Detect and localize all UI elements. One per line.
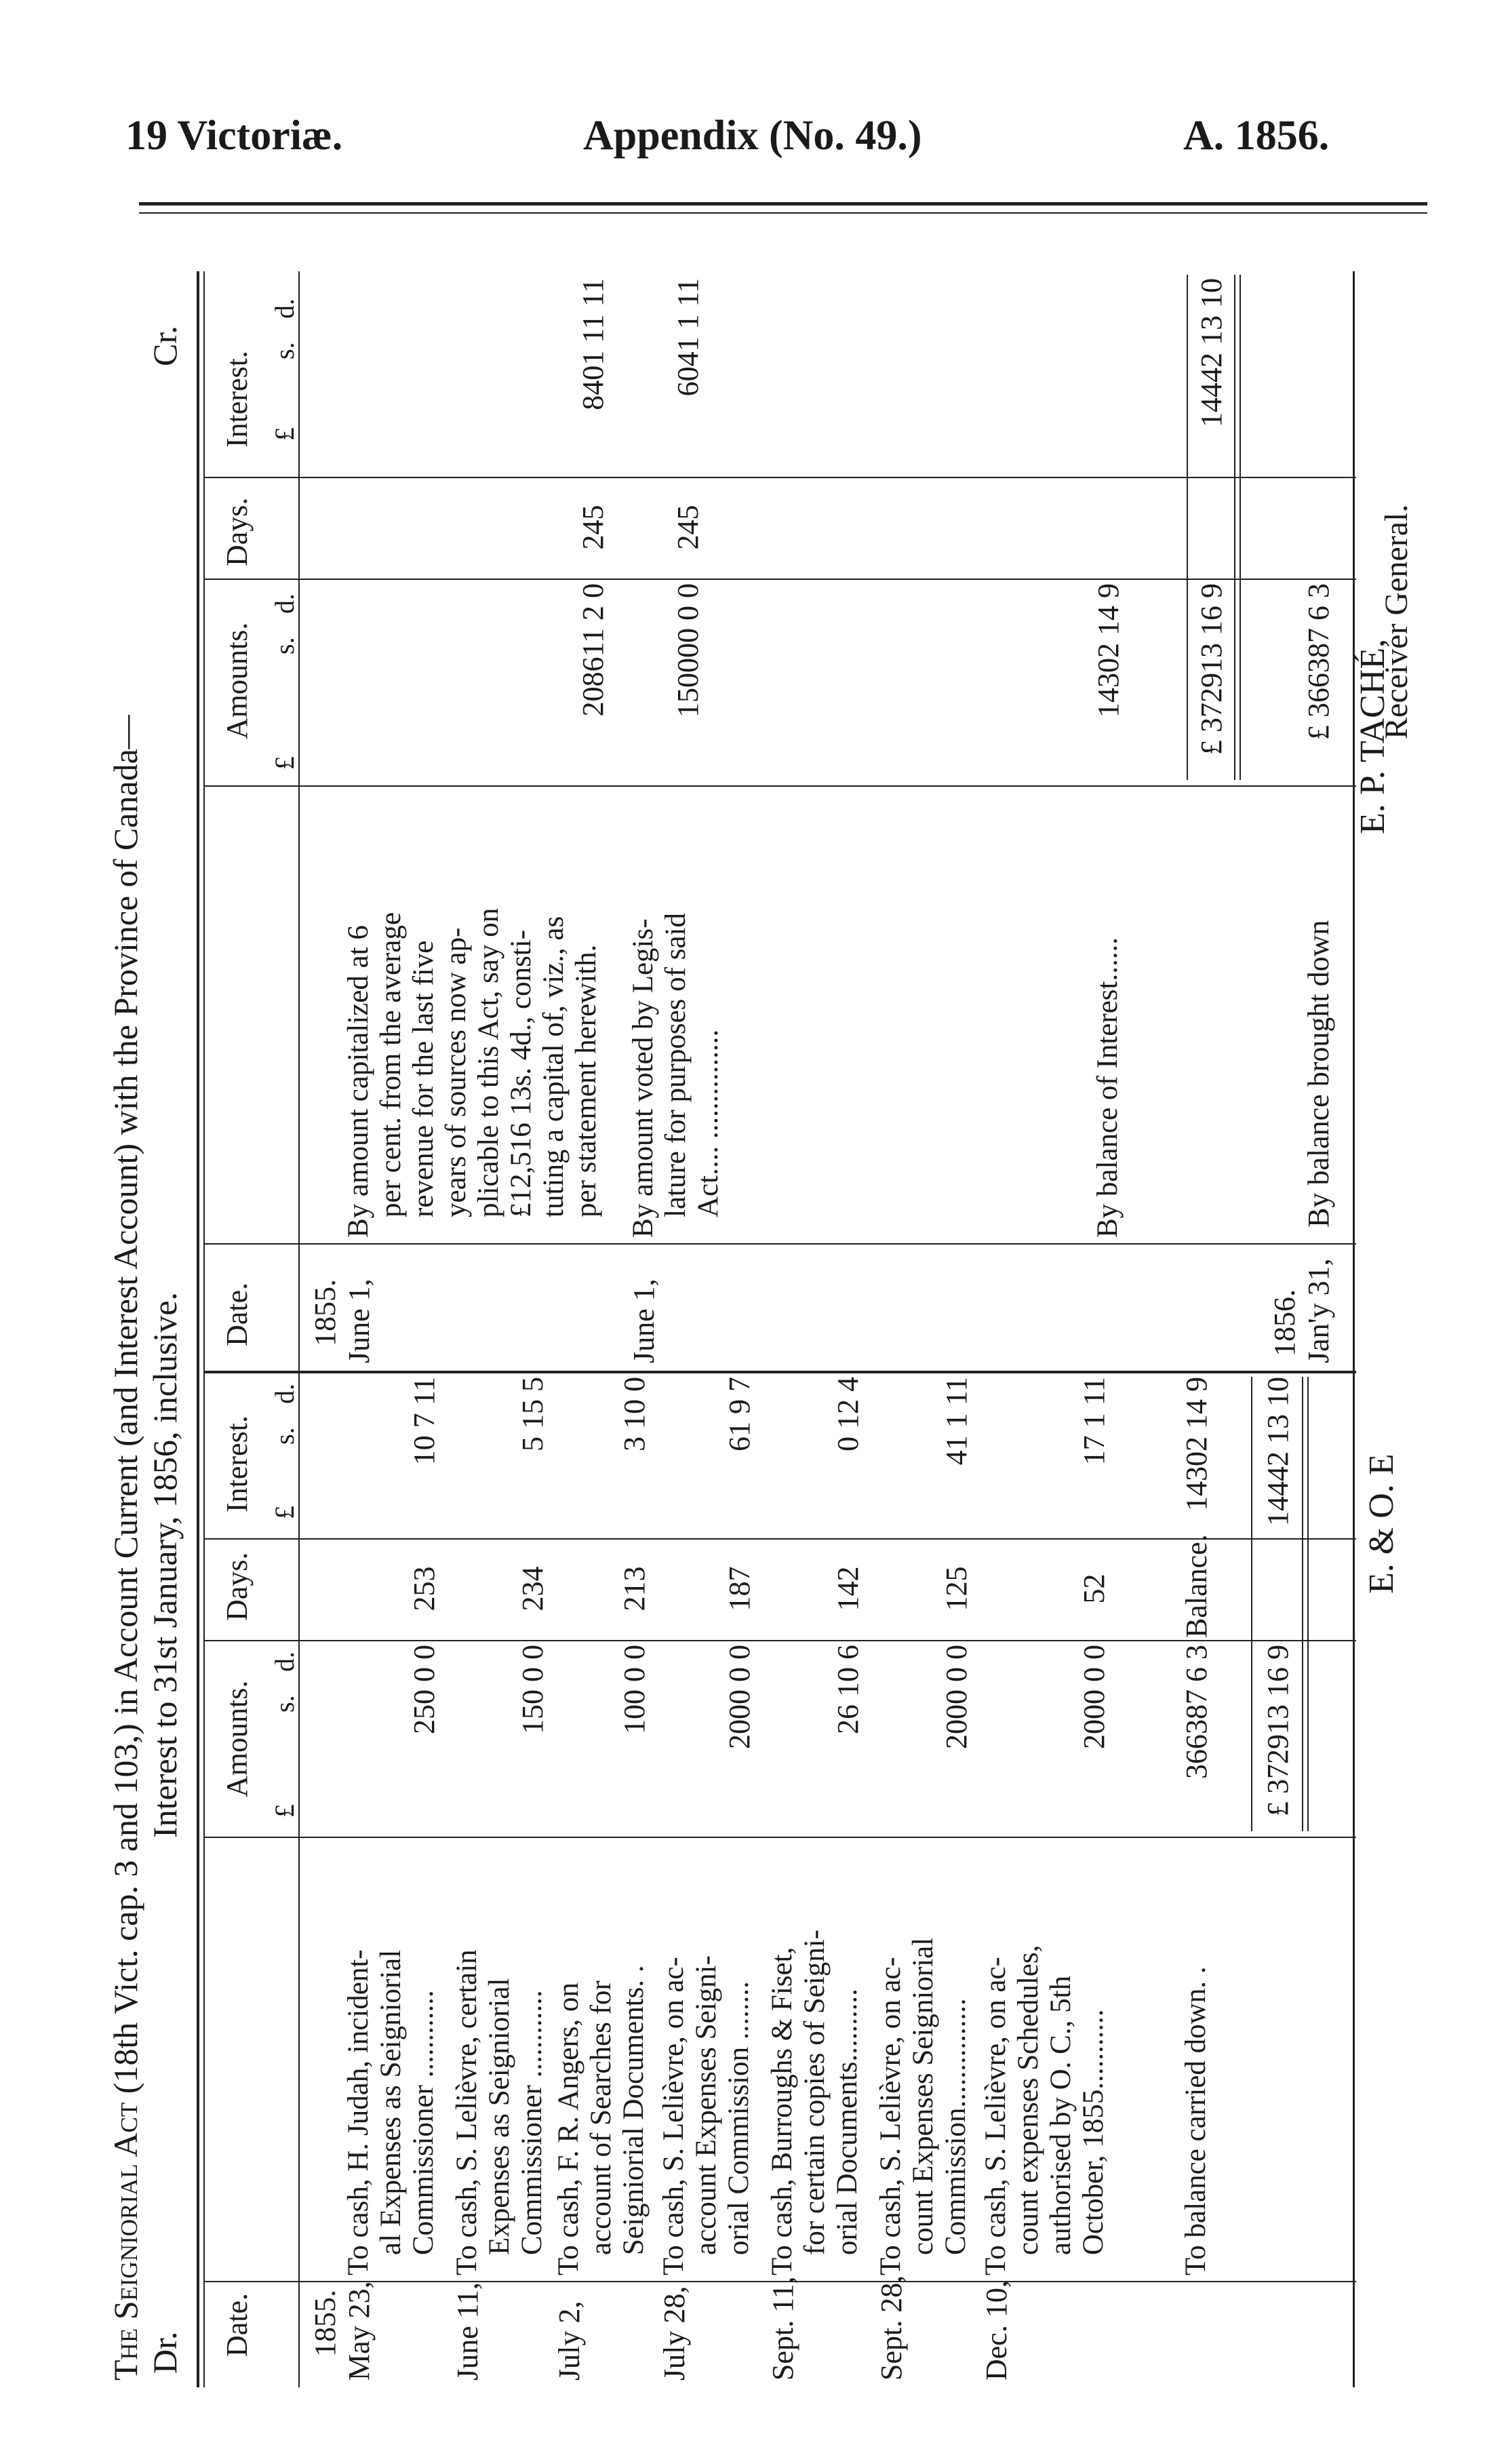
- cr-pence: d.: [269, 593, 300, 614]
- col-line: [203, 1640, 1356, 1641]
- cr-total-rule-top: [1187, 275, 1188, 780]
- dr-row-description: count expenses Schedules,: [1012, 1944, 1044, 2255]
- dr-row-days: 213: [618, 1566, 651, 1611]
- cr-total-rule-bottom2: [1240, 275, 1241, 780]
- dr-row-days: 142: [831, 1566, 865, 1611]
- cr-row-description: By balance of Interest......: [1092, 937, 1124, 1238]
- table-bottom-rule: [1353, 271, 1355, 2387]
- account-table: [102, 258, 1414, 2394]
- dr-row-interest: 14302 14 9: [1180, 1377, 1213, 1511]
- dr-row-description: To balance carried down. .: [1180, 1966, 1212, 2275]
- dr-row-description: Commissioner ............: [516, 1990, 548, 2255]
- signature-title: Receiver General.: [1379, 504, 1414, 739]
- cr-row-description: per cent. from the average: [375, 912, 407, 1217]
- dr-year: 1855.: [309, 2290, 342, 2357]
- cr-row-description: tuting a capital of, viz., as: [538, 916, 570, 1217]
- dr-row-description: To cash, S. Lelièvre, on ac-: [875, 1957, 907, 2275]
- title-rest: (18th Vict. cap. 3 and 103,) in Account Current (and Interest Account) with the Province of Canada—: [106, 715, 144, 2094]
- dr-pound: £: [269, 1804, 300, 1818]
- dr-row-date: June 11,: [451, 2282, 484, 2381]
- table-top-rule: [197, 271, 199, 2387]
- cr-year: 1855.: [309, 1279, 342, 1346]
- cr-row-date: June 1,: [342, 1278, 376, 1363]
- header-rule: [139, 202, 1427, 206]
- cr-row-description: Act.... ...............: [692, 1029, 724, 1217]
- page-header-right: A. 1856.: [1183, 113, 1330, 159]
- dr-row-days: 253: [408, 1566, 441, 1611]
- cr-label: Cr.: [146, 326, 184, 366]
- cr-row-amount: 150000 0 0: [671, 583, 705, 718]
- col-line: [203, 1837, 1356, 1838]
- dr-row-interest: 5 15 5: [516, 1377, 549, 1451]
- dr-row-description: October, 1855...........: [1077, 2009, 1109, 2255]
- dr-amounts-header: Amounts.: [220, 1680, 254, 1797]
- cr-total-interest: 14442 13 10: [1195, 278, 1228, 427]
- dr-row-date: Sept. 11,: [766, 2276, 799, 2381]
- cr-total-amount: £ 372913 16 9: [1195, 583, 1228, 755]
- dr-row-interest: 0 12 4: [831, 1377, 865, 1451]
- cr-row-description: £12,516 13s. 4d., consti-: [505, 929, 537, 1217]
- dr-row-description: Commissioner ............: [408, 1990, 439, 2255]
- cr-bf-date: Jan'y 31,: [1302, 1258, 1335, 1363]
- dr-row-description: To cash, S. Lelièvre, certain: [451, 1949, 483, 2275]
- header-rule-thin: [139, 212, 1427, 214]
- dr-total-rule-top: [1251, 1377, 1252, 1831]
- dr-row-description: count Expenses Seigniorial: [907, 1937, 939, 2255]
- dr-row-description: al Expenses as Seigniorial: [375, 1949, 407, 2255]
- dr-row-description: Commission...............: [940, 1998, 972, 2255]
- dr-row-description: To cash, Burroughs & Fiset,: [766, 1947, 798, 2275]
- title-prefix: The Seigniorial Act: [106, 2102, 144, 2381]
- cr-pound: £: [269, 756, 300, 770]
- dr-row-description: authorised by O. C., 5th: [1045, 1975, 1077, 2255]
- col-line: [203, 477, 1356, 478]
- cr-bf-label: By balance brought down: [1302, 920, 1335, 1228]
- cr-int-pound: £: [269, 427, 300, 441]
- title-line2: Interest to 31st January, 1856, inclusive.: [146, 1292, 184, 1838]
- cr-int-shilling: s.: [269, 342, 300, 359]
- col-line: [203, 579, 1356, 580]
- dr-row-amount: 150 0 0: [516, 1645, 549, 1734]
- cr-row-date: June 1,: [627, 1278, 660, 1363]
- dr-int-pence: d.: [269, 1384, 300, 1404]
- dr-row-days: 187: [723, 1566, 756, 1611]
- col-line: [203, 785, 1356, 787]
- dr-row-days: 234: [516, 1566, 549, 1611]
- dr-row-description: Seigniorial Documents. .: [618, 1965, 650, 2255]
- cr-row-amount: 14302 14 9: [1092, 583, 1125, 718]
- dr-row-amount: 100 0 0: [618, 1645, 651, 1734]
- dr-row-date: July 28,: [658, 2286, 691, 2381]
- dr-row-days: Balance.: [1180, 1534, 1213, 1638]
- dr-row-amount: 26 10 6: [831, 1645, 865, 1734]
- cr-shilling: s.: [269, 637, 300, 654]
- dr-row-description: orial Documents..........: [831, 1989, 863, 2255]
- cr-row-description: lature for purposes of said: [660, 913, 692, 1217]
- cr-date-header: Date.: [220, 1282, 254, 1346]
- dr-row-description: for certain copies of Seigni-: [799, 1930, 831, 2255]
- dr-row-interest: 41 1 11: [940, 1377, 973, 1466]
- dr-row-amount: 2000 0 0: [1077, 1645, 1111, 1749]
- cr-bf-amount: £ 366387 6 3: [1302, 583, 1335, 740]
- cr-row-description: plicable to this Act, say on: [473, 907, 504, 1217]
- dr-total-interest: 14442 13 10: [1261, 1377, 1294, 1526]
- table-top-rule-thin: [203, 271, 205, 2387]
- dr-int-pound: £: [269, 1506, 300, 1519]
- cr-bf-year: 1856.: [1268, 1289, 1301, 1356]
- dr-row-amount: 366387 6 3: [1180, 1645, 1213, 1779]
- dr-row-amount: 250 0 0: [408, 1645, 441, 1734]
- cr-row-interest: 8401 11 11: [576, 278, 610, 410]
- dr-row-days: 125: [940, 1566, 973, 1611]
- cr-row-description: By amount voted by Legis-: [627, 918, 659, 1238]
- dr-row-description: account Expenses Seigni-: [690, 1955, 722, 2255]
- col-line: [203, 1243, 1356, 1245]
- dr-row-date: Dec. 10,: [980, 2280, 1013, 2381]
- dr-row-description: To cash, F. R. Angers, on: [553, 1982, 584, 2275]
- dr-row-description: account of Searches for: [585, 1980, 617, 2255]
- center-divider: [203, 1371, 1356, 1373]
- dr-date-header: Date.: [220, 2292, 254, 2357]
- signature-name: E. P. TACHÉ,: [1353, 638, 1392, 834]
- cr-row-days: 245: [671, 505, 705, 550]
- dr-row-description: To cash, H. Judah, incident-: [342, 1949, 374, 2275]
- dr-row-date: May 23,: [342, 2281, 376, 2381]
- dr-row-description: Expenses as Seigniorial: [483, 1978, 515, 2255]
- dr-row-interest: 3 10 0: [618, 1377, 651, 1451]
- dr-total-rule-bottom2: [1307, 1377, 1309, 1831]
- dr-row-amount: 2000 0 0: [940, 1645, 973, 1749]
- cr-row-description: revenue for the last five: [408, 940, 439, 1217]
- cr-amounts-header: Amounts.: [220, 622, 254, 739]
- cr-int-pence: d.: [269, 298, 300, 319]
- dr-row-description: To cash, S. Lelièvre, on ac-: [658, 1957, 690, 2275]
- cr-row-amount: 208611 2 0: [576, 583, 610, 717]
- dr-pence: d.: [269, 1651, 300, 1672]
- eoe-note: E. & O. E: [1362, 1453, 1401, 1594]
- dr-total-amount: £ 372913 16 9: [1261, 1645, 1294, 1816]
- dr-row-interest: 61 9 7: [723, 1377, 756, 1451]
- dr-row-interest: 17 1 11: [1077, 1377, 1111, 1466]
- cr-row-description: years of sources now ap-: [440, 927, 472, 1217]
- dr-total-rule-bottom: [1302, 1377, 1303, 1831]
- dr-row-interest: 10 7 11: [408, 1377, 441, 1466]
- header-bottom-rule: [298, 271, 300, 2387]
- dr-row-description: To cash, S. Lelièvre, on ac-: [980, 1957, 1012, 2275]
- dr-row-days: 52: [1077, 1573, 1111, 1604]
- dr-int-shilling: s.: [269, 1427, 300, 1445]
- page-header-center: Appendix (No. 49.): [583, 113, 922, 159]
- cr-total-rule-bottom: [1234, 275, 1235, 780]
- dr-days-header: Days.: [220, 1552, 254, 1621]
- dr-interest-header: Interest.: [220, 1415, 254, 1512]
- cr-row-description: per statement herewith.: [570, 944, 602, 1217]
- cr-row-description: By amount capitalized at 6: [342, 925, 374, 1238]
- dr-label: Dr.: [146, 2331, 184, 2374]
- dr-row-date: July 2,: [553, 2301, 586, 2381]
- cr-interest-header: Interest.: [220, 351, 254, 448]
- dr-shilling: s.: [269, 1695, 300, 1713]
- cr-row-days: 245: [576, 505, 610, 550]
- dr-row-description: orial Commission ........: [723, 1981, 755, 2255]
- cr-row-interest: 6041 1 11: [671, 278, 705, 397]
- dr-row-amount: 2000 0 0: [723, 1645, 756, 1749]
- title-line1: [108, 715, 142, 2381]
- dr-row-date: Sept. 28,: [875, 2275, 908, 2381]
- cr-days-header: Days.: [220, 497, 254, 566]
- page-header-left: 19 Victoriæ.: [125, 113, 343, 159]
